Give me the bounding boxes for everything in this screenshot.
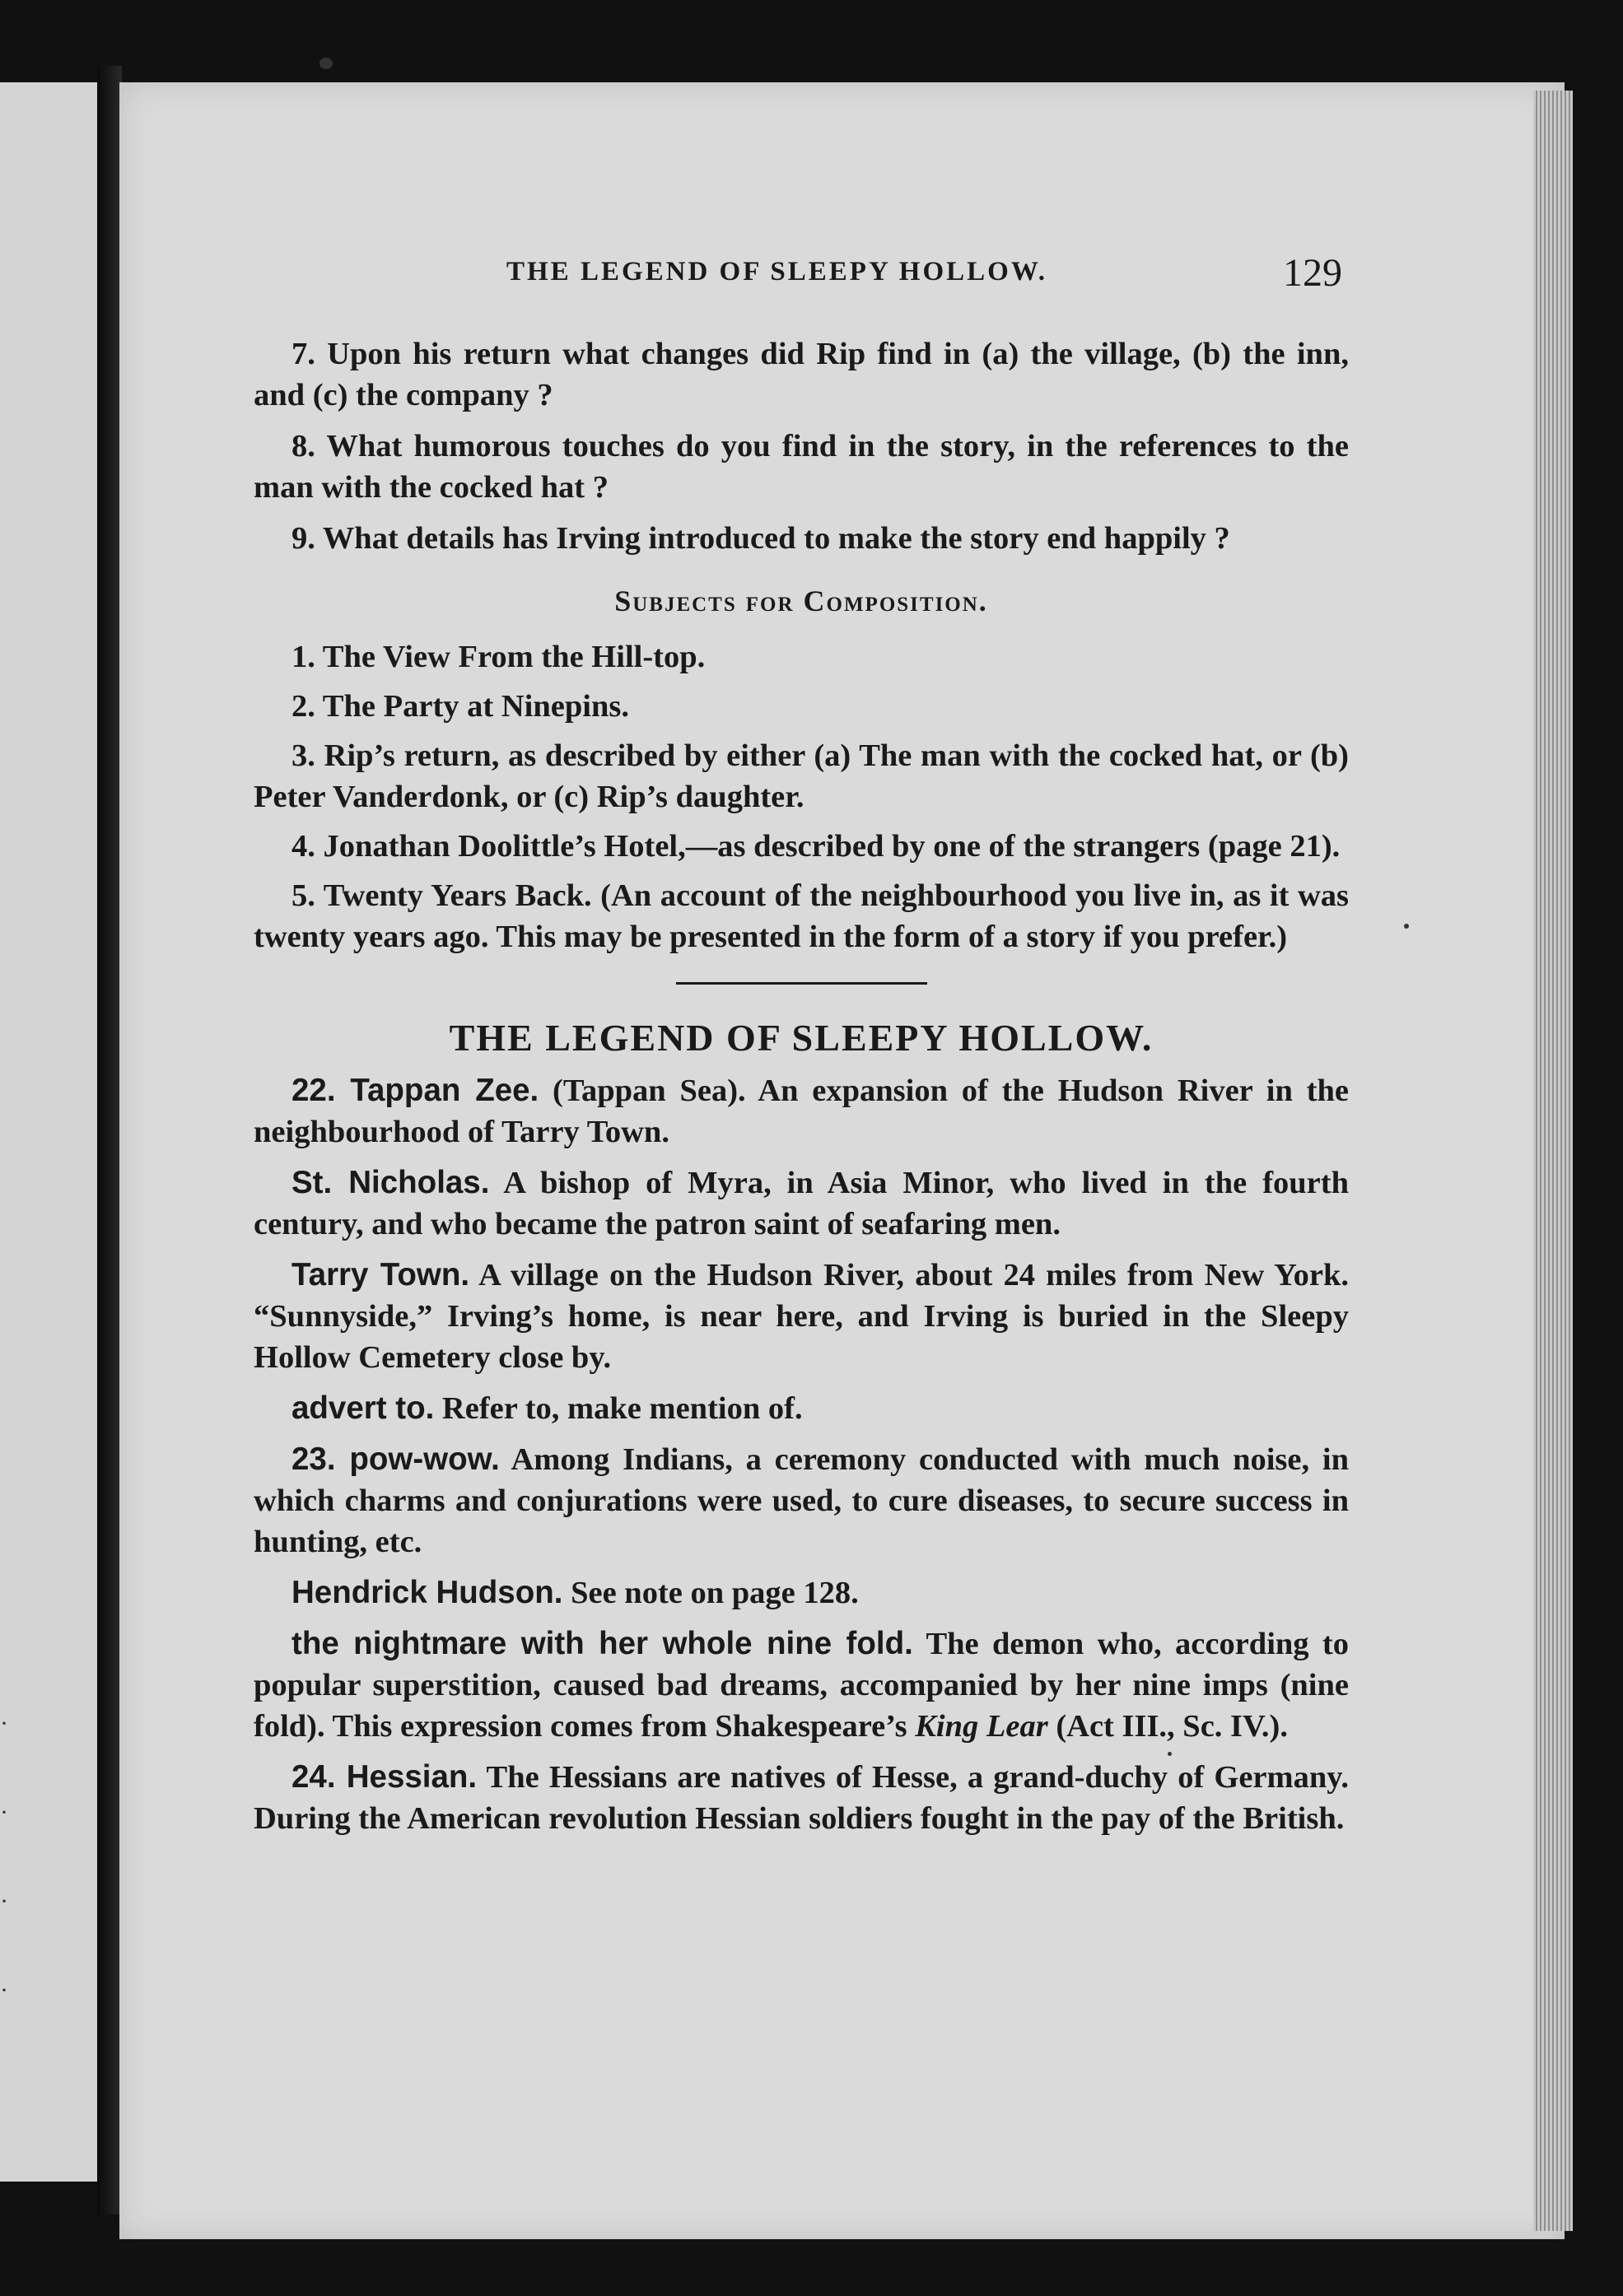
note-st-nicholas	[254, 1162, 1349, 1245]
note-nightmare	[254, 1623, 1349, 1747]
note-term: 23. pow-wow.	[291, 1441, 500, 1477]
note-term: Hendrick Hudson.	[291, 1575, 563, 1610]
note-term: St. Nicholas.	[291, 1165, 490, 1200]
note-hendrick-hudson	[254, 1572, 1349, 1614]
note-tarry-town	[254, 1255, 1349, 1378]
left-page-marks: · · · ·	[0, 1710, 8, 2004]
note-body: Among Indians, a ceremony conducted with much noise, in which charms and conjurations were used, to cure diseases, to secure success in hunting, etc.	[254, 1442, 1350, 1559]
page-content	[254, 333, 1349, 1849]
note-term: 22. Tappan Zee.	[291, 1073, 539, 1108]
note-term: 24. Hessian.	[291, 1759, 478, 1795]
question-7: 7. Upon his return what changes did Rip find in (a) the village, (b) the inn, and (c) the company ?	[254, 337, 1349, 412]
running-title: THE LEGEND OF SLEEPY HOLLOW.	[506, 257, 1048, 286]
note-body: See note on page 128.	[562, 1576, 859, 1610]
note-term: advert to.	[291, 1390, 435, 1426]
note-body: Refer to, make mention of.	[434, 1391, 803, 1426]
note-pow-wow	[254, 1439, 1349, 1562]
note-hessian	[254, 1757, 1349, 1839]
question-8: 8. What humorous touches do you find in the story, in the references to the man with the cocked hat ?	[254, 429, 1349, 505]
note-body: The demon who, according to popular superstition, caused bad dreams, accompanied by her nine imps (nine fold). This expression comes from Shakespeare’s	[254, 1627, 1349, 1744]
note-italic-title: King Lear	[915, 1709, 1048, 1744]
note-body: (Tappan Sea). An expansion of the Hudson River in the neighbourhood of Tarry Town.	[254, 1073, 1349, 1149]
running-head	[0, 251, 1623, 306]
left-page-edge	[0, 82, 107, 2182]
book-gutter	[97, 66, 122, 2214]
note-tappan-zee	[254, 1070, 1349, 1153]
page-number: 129	[1283, 251, 1342, 295]
composition-item-1: 1. The View From the Hill-top.	[291, 640, 706, 674]
note-tail: (Act III., Sc. IV.).	[1047, 1709, 1288, 1744]
composition-item-4: 4. Jonathan Doolittle’s Hotel,—as described by one of the strangers (page 21).	[291, 829, 1341, 864]
note-term: Tarry Town.	[291, 1257, 470, 1292]
note-advert-to	[254, 1388, 1349, 1429]
question-9: 9. What details has Irving introduced to make the story end happily ?	[291, 521, 1230, 556]
dust-speck	[319, 58, 333, 69]
page-edges	[1533, 91, 1573, 2231]
note-body: A bishop of Myra, in Asia Minor, who lived in the fourth century, and who became the patron saint of seafaring men.	[254, 1166, 1349, 1241]
section-divider	[676, 982, 927, 985]
composition-item-5: 5. Twenty Years Back. (An account of the neighbourhood you live in, as it was twenty years ago. This may be presented in the form of a story if you prefer.)	[254, 878, 1349, 954]
composition-item-3: 3. Rip’s return, as described by either (a) The man with the cocked hat, or (b) Peter Vanderdonk, or (c) Rip’s daughter.	[254, 738, 1349, 814]
section-title: THE LEGEND OF SLEEPY HOLLOW.	[449, 1017, 1154, 1059]
note-body: The Hessians are natives of Hesse, a grand-duchy of Germany. During the American revolution Hessian soldiers fought in the pay of the British.	[254, 1760, 1350, 1836]
note-body: A village on the Hudson River, about 24 miles from New York. “Sunnyside,” Irving’s home, is near here, and Irving is buried in the Sleepy Hollow Cemetery close by.	[254, 1258, 1349, 1375]
note-term: the nightmare with her whole nine fold.	[291, 1626, 913, 1661]
dust-speck	[1404, 924, 1409, 929]
composition-heading: Subjects for Composition.	[614, 584, 988, 617]
composition-item-2: 2. The Party at Ninepins.	[291, 689, 629, 724]
